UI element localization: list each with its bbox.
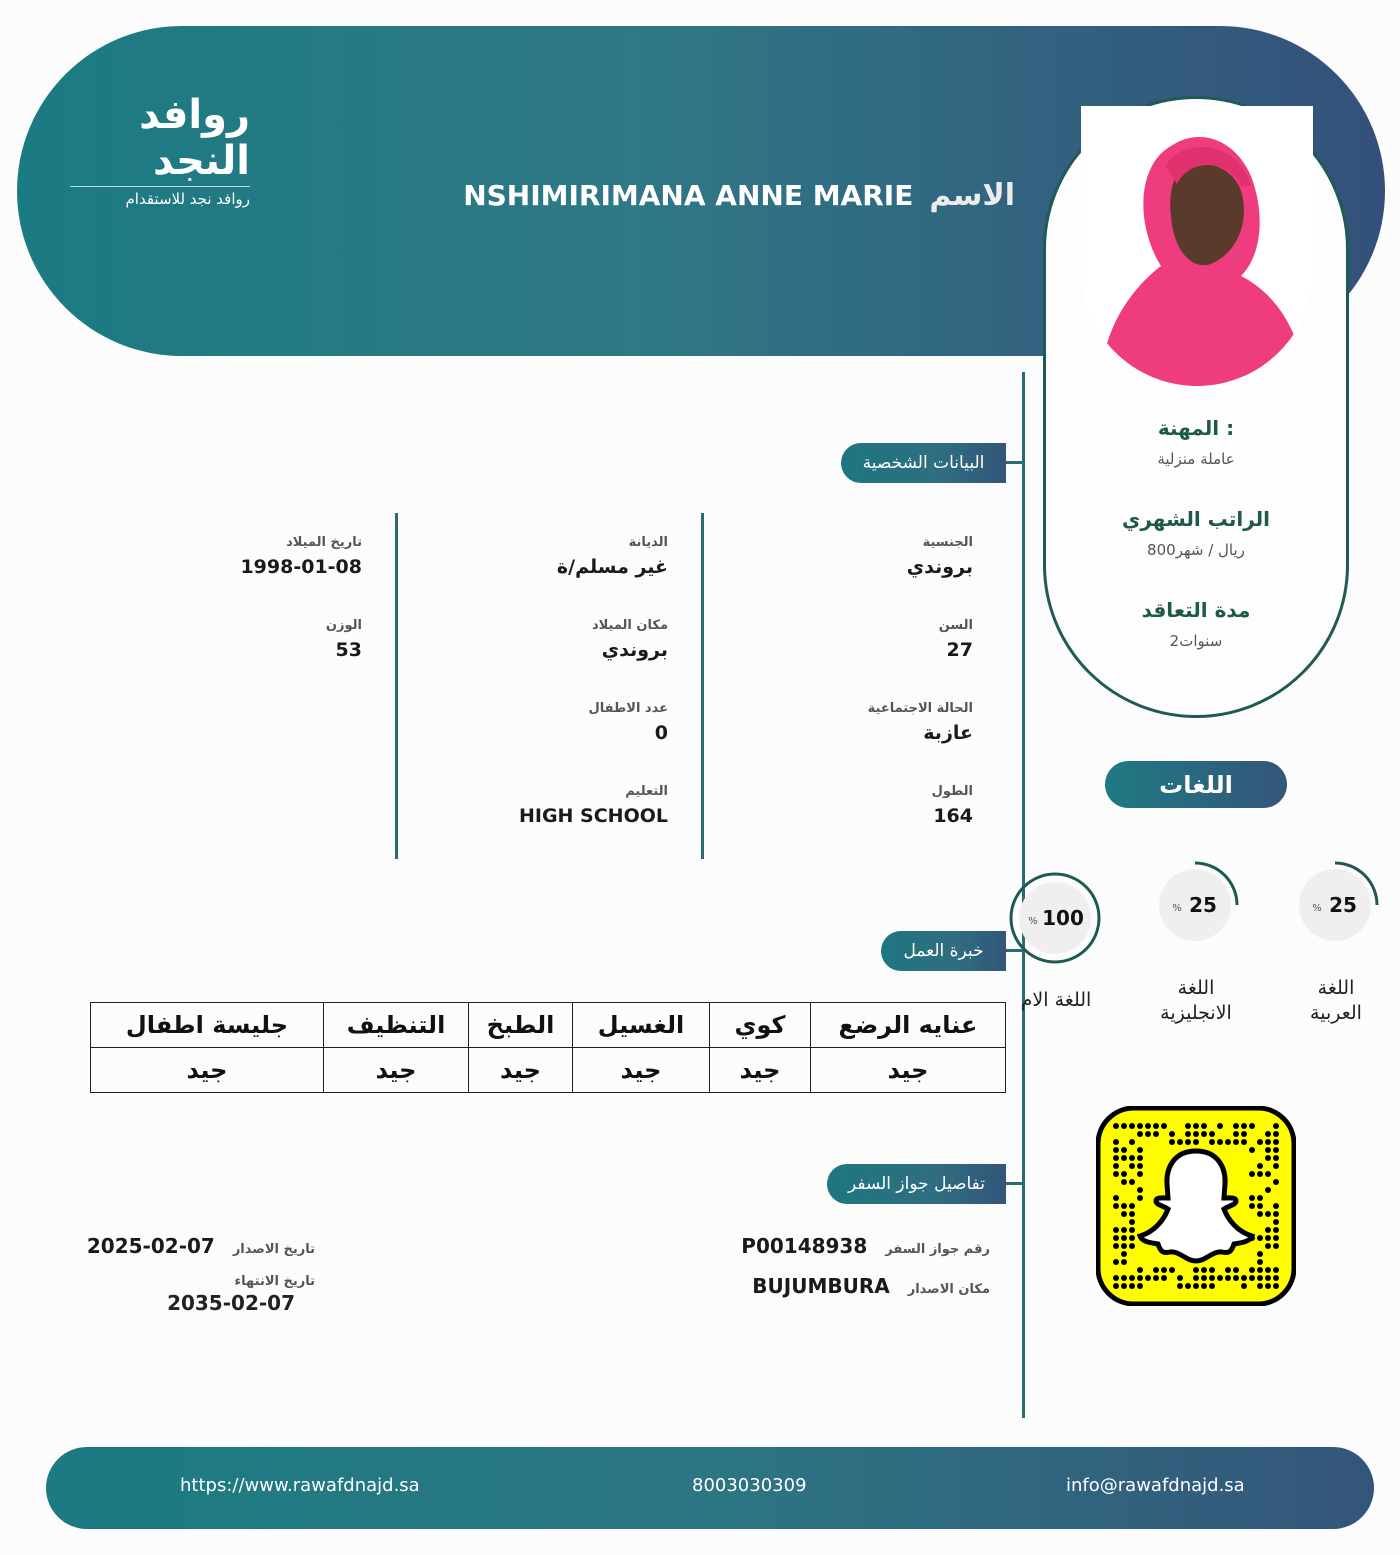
- section-experience-title: خبرة العمل: [903, 941, 984, 961]
- snapcode-dot: [1233, 1123, 1239, 1129]
- snapcode-dot: [1201, 1275, 1207, 1281]
- language-percent-value: 25: [1189, 893, 1217, 917]
- snapcode-dot: [1177, 1139, 1183, 1145]
- snapcode-dot: [1233, 1267, 1239, 1273]
- languages-title: [1105, 761, 1287, 808]
- section-tick: [1006, 461, 1023, 464]
- snapcode-dot: [1161, 1123, 1167, 1129]
- field-value: بروندي: [906, 556, 973, 578]
- snapcode-dot: [1121, 1251, 1127, 1257]
- snapcode-dot: [1129, 1203, 1135, 1209]
- field-children: [415, 701, 668, 784]
- logo-mark: روافد النجد: [139, 92, 250, 184]
- skill-header: الطبخ: [469, 1003, 573, 1048]
- snapcode-dot: [1121, 1259, 1127, 1265]
- snapcode-dot: [1177, 1275, 1183, 1281]
- passport-number-label: رقم جواز السفر: [885, 1242, 990, 1257]
- snapcode-dot: [1257, 1163, 1263, 1169]
- field-value: 27: [946, 639, 973, 661]
- snapcode-dot: [1249, 1195, 1255, 1201]
- snapcode-dot: [1193, 1139, 1199, 1145]
- snapcode-dot: [1249, 1147, 1255, 1153]
- snapcode-dot: [1129, 1235, 1135, 1241]
- snapcode-dot: [1121, 1179, 1127, 1185]
- snapcode-dot: [1129, 1219, 1135, 1225]
- snapcode-dot: [1209, 1283, 1215, 1289]
- snapcode-dot: [1153, 1123, 1159, 1129]
- snapcode-dot: [1265, 1283, 1271, 1289]
- language-percent-value: 25: [1329, 893, 1357, 917]
- field-value: 164: [933, 805, 973, 827]
- snapcode-dot: [1145, 1131, 1151, 1137]
- company-logo: [70, 92, 250, 208]
- footer-website-link[interactable]: https://www.rawafdnajd.sa: [180, 1475, 420, 1496]
- language-percent-value: 100: [1042, 906, 1084, 930]
- snapcode-dot: [1225, 1139, 1231, 1145]
- snapcode-dot: [1113, 1147, 1119, 1153]
- snapcode-dot: [1249, 1123, 1255, 1129]
- field-label: الحالة الاجتماعية: [867, 701, 973, 716]
- snapcode-dot: [1273, 1203, 1279, 1209]
- snapcode-dot: [1153, 1131, 1159, 1137]
- snapcode-dot: [1129, 1211, 1135, 1217]
- snapcode-dot: [1233, 1139, 1239, 1145]
- snapcode-dot: [1273, 1219, 1279, 1225]
- snapcode-dot: [1137, 1171, 1143, 1177]
- footer-email-link[interactable]: info@rawafdnajd.sa: [1066, 1475, 1245, 1496]
- snapcode-dot: [1257, 1195, 1263, 1201]
- snapcode-dot: [1129, 1123, 1135, 1129]
- snapcode-dot: [1257, 1211, 1263, 1217]
- snapcode-dot: [1193, 1283, 1199, 1289]
- skill-header: التنظيف: [324, 1003, 469, 1048]
- field-value: غير مسلم/ة: [556, 556, 668, 578]
- field-value: عازبة: [923, 722, 973, 744]
- snapcode-dot: [1273, 1283, 1279, 1289]
- skill-level: جيد: [469, 1048, 573, 1093]
- field-label: الجنسية: [922, 535, 973, 550]
- snapcode-dot: [1121, 1211, 1127, 1217]
- passport-place: [752, 1274, 990, 1298]
- snapcode-dot: [1209, 1139, 1215, 1145]
- snapcode-dot: [1169, 1267, 1175, 1273]
- snapcode-dot: [1249, 1267, 1255, 1273]
- snapcode-dot: [1273, 1235, 1279, 1241]
- section-tick: [1006, 1182, 1023, 1185]
- footer-bar: [46, 1447, 1374, 1529]
- snapcode-dot: [1233, 1275, 1239, 1281]
- snapcode-dot: [1257, 1267, 1263, 1273]
- skill-header: عنايه الرضع: [811, 1003, 1006, 1048]
- snapcode-dot: [1121, 1155, 1127, 1161]
- passport-place-value: BUJUMBURA: [752, 1274, 890, 1298]
- section-passport: [827, 1164, 1006, 1204]
- passport-place-label: مكان الاصدار: [907, 1282, 990, 1297]
- snapcode-dot: [1113, 1123, 1119, 1129]
- snapcode-dot: [1129, 1227, 1135, 1233]
- snapcode-dot: [1257, 1251, 1263, 1257]
- language-name-line: اللغة الام: [1020, 989, 1092, 1011]
- snapcode-dot: [1137, 1283, 1143, 1289]
- language-ring-english: [1155, 865, 1235, 945]
- snapcode-dot: [1129, 1243, 1135, 1249]
- snapcode-dot: [1249, 1275, 1255, 1281]
- skills-value-row: [91, 1048, 1006, 1093]
- snapcode-dot: [1193, 1275, 1199, 1281]
- skill-header: كوي: [710, 1003, 811, 1048]
- section-passport-title: تفاصيل جواز السفر: [847, 1174, 986, 1194]
- snapcode-dot: [1209, 1267, 1215, 1273]
- snapcode-dot: [1121, 1283, 1127, 1289]
- snapcode-dot: [1241, 1131, 1247, 1137]
- worker-photo: [1081, 106, 1313, 386]
- snapcode-dot: [1113, 1243, 1119, 1249]
- snapcode-dot: [1121, 1147, 1127, 1153]
- contract-value: 2سنوات: [1169, 632, 1223, 650]
- snapcode-dot: [1257, 1283, 1263, 1289]
- field-label: الطول: [931, 784, 973, 799]
- snapcode-dot: [1265, 1275, 1271, 1281]
- snapcode-dot: [1113, 1259, 1119, 1265]
- snapcode-dot: [1121, 1203, 1127, 1209]
- snapcode-dot: [1145, 1275, 1151, 1281]
- snapcode-dot: [1129, 1275, 1135, 1281]
- field-value: 53: [335, 639, 362, 661]
- snapcode-dot: [1257, 1139, 1263, 1145]
- occupation-block: [1046, 416, 1346, 468]
- skill-header: جليسة اطفال: [91, 1003, 324, 1048]
- field-religion: [415, 535, 668, 618]
- snapcode-dot: [1129, 1139, 1135, 1145]
- skill-level: جيد: [91, 1048, 324, 1093]
- snapcode-dot: [1121, 1227, 1127, 1233]
- salary-value: 800ريال / شهر: [1147, 541, 1245, 559]
- language-name-line: الانجليزية: [1160, 1002, 1232, 1024]
- snapcode-dot: [1193, 1131, 1199, 1137]
- occupation-value: عاملة منزلية: [1157, 450, 1235, 468]
- snapcode-dot: [1137, 1123, 1143, 1129]
- snapcode-dot: [1129, 1283, 1135, 1289]
- snapcode-dot: [1201, 1123, 1207, 1129]
- snapcode-dot: [1265, 1227, 1271, 1233]
- snapcode-dot: [1137, 1195, 1143, 1201]
- snapcode-dot: [1121, 1171, 1127, 1177]
- snapcode-dot: [1137, 1275, 1143, 1281]
- snapcode-dot: [1185, 1123, 1191, 1129]
- worker-name: NSHIMIRIMANA ANNE MARIE: [463, 179, 914, 212]
- section-personal-title: البيانات الشخصية: [862, 453, 985, 473]
- snapcode-dot: [1113, 1283, 1119, 1289]
- snapcode-dot: [1153, 1267, 1159, 1273]
- snapcode-dot: [1265, 1211, 1271, 1217]
- field-label: تاريخ الميلاد: [286, 535, 362, 550]
- language-name-line: اللغة: [1177, 977, 1215, 999]
- snapcode-dot: [1113, 1227, 1119, 1233]
- column-divider: [395, 513, 398, 859]
- languages-title-text: اللغات: [1159, 770, 1233, 799]
- snapcode-dot: [1265, 1139, 1271, 1145]
- snapcode-dot: [1241, 1123, 1247, 1129]
- snapcode-dot: [1161, 1275, 1167, 1281]
- personal-col-2: [415, 535, 668, 867]
- field-weight: [110, 618, 362, 701]
- snapcode-dot: [1153, 1275, 1159, 1281]
- photo-image: [1081, 106, 1313, 386]
- snapcode-dot: [1273, 1179, 1279, 1185]
- field-birthdate: [110, 535, 362, 618]
- snapcode-dot: [1121, 1123, 1127, 1129]
- snapcode-dot: [1233, 1131, 1239, 1137]
- snapcode-dot: [1241, 1283, 1247, 1289]
- snapcode-dot: [1265, 1187, 1271, 1193]
- salary-block: [1046, 507, 1346, 559]
- section-personal: [841, 443, 1006, 483]
- snapcode-dot: [1113, 1195, 1119, 1201]
- skills-table: [90, 1002, 1006, 1093]
- personal-col-1: [720, 535, 973, 867]
- snapcode-dot: [1273, 1139, 1279, 1145]
- snapcode-dot: [1273, 1227, 1279, 1233]
- language-name-line: اللغة: [1317, 977, 1355, 999]
- snapcode-dot: [1169, 1131, 1175, 1137]
- logo-divider: [70, 186, 250, 187]
- snapcode-dot: [1145, 1123, 1151, 1129]
- field-marital-status: [720, 701, 973, 784]
- snapcode-dot: [1129, 1155, 1135, 1161]
- field-nationality: [720, 535, 973, 618]
- snapcode-dot: [1249, 1203, 1255, 1209]
- snapcode-dot: [1113, 1235, 1119, 1241]
- skills-header-row: [91, 1003, 1006, 1048]
- snapcode-image: [1096, 1106, 1296, 1306]
- snapcode-dot: [1113, 1155, 1119, 1161]
- snapcode-dot: [1217, 1139, 1223, 1145]
- snapcode-dot: [1177, 1283, 1183, 1289]
- snapcode-dot: [1265, 1235, 1271, 1241]
- language-ring-svg: [998, 861, 1112, 975]
- snapcode-dot: [1209, 1131, 1215, 1137]
- field-label: السن: [938, 618, 973, 633]
- snapcode-dot: [1137, 1187, 1143, 1193]
- name-label: الاسم: [929, 178, 1015, 213]
- language-percent-sign: %: [1312, 903, 1322, 914]
- snapcode-dot: [1273, 1211, 1279, 1217]
- snapcode-dot: [1185, 1131, 1191, 1137]
- snapcode-dot: [1265, 1171, 1271, 1177]
- snapcode-dot: [1193, 1123, 1199, 1129]
- footer-phone[interactable]: 8003030309: [692, 1475, 807, 1496]
- snapcode-dot: [1121, 1235, 1127, 1241]
- issue-date-label: تاريخ الاصدار: [232, 1242, 315, 1257]
- snapcode-dot: [1217, 1275, 1223, 1281]
- snapcode-dot: [1265, 1155, 1271, 1161]
- field-label: الديانة: [628, 535, 668, 550]
- snapcode-dot: [1257, 1259, 1263, 1265]
- passport-number: [741, 1234, 990, 1258]
- snapcode-dot: [1273, 1123, 1279, 1129]
- language-ring-svg: [1146, 856, 1244, 954]
- name-row: [463, 178, 1015, 213]
- field-education: [415, 784, 668, 867]
- snapcode-dot: [1129, 1163, 1135, 1169]
- snapcode-dot: [1273, 1275, 1279, 1281]
- language-name-english: [1140, 976, 1252, 1026]
- snapcode-dot: [1273, 1147, 1279, 1153]
- snapcode-dot: [1265, 1243, 1271, 1249]
- snapcode-dot: [1257, 1171, 1263, 1177]
- passport-number-value: P00148938: [741, 1234, 868, 1258]
- field-height: [720, 784, 973, 867]
- field-value: بروندي: [601, 639, 668, 661]
- snapcode-dot: [1113, 1275, 1119, 1281]
- snapcode-dot: [1241, 1275, 1247, 1281]
- snapcode-dot: [1241, 1139, 1247, 1145]
- language-name-arabic: [1286, 976, 1386, 1026]
- field-label: التعليم: [625, 784, 668, 799]
- snapcode-dot: [1201, 1131, 1207, 1137]
- column-divider: [701, 513, 704, 859]
- skill-level: جيد: [811, 1048, 1006, 1093]
- contract-block: [1046, 598, 1346, 650]
- salary-label: الراتب الشهري: [1122, 507, 1270, 531]
- passport-expiry-date: [167, 1274, 315, 1315]
- snapcode-dot: [1273, 1155, 1279, 1161]
- snapcode-dot: [1225, 1275, 1231, 1281]
- skill-level: جيد: [573, 1048, 710, 1093]
- snapcode-dot: [1113, 1139, 1119, 1145]
- snapcode-dot: [1137, 1155, 1143, 1161]
- snapcode-dot: [1113, 1203, 1119, 1209]
- snapcode-dot: [1265, 1267, 1271, 1273]
- field-value: 0: [654, 722, 668, 744]
- language-percent-sign: %: [1028, 916, 1038, 927]
- snapcode-dot: [1257, 1275, 1263, 1281]
- skill-level: جيد: [324, 1048, 469, 1093]
- field-birthplace: [415, 618, 668, 701]
- snapcode-dot: [1137, 1163, 1143, 1169]
- snapcode-dot: [1113, 1163, 1119, 1169]
- snapcode-qr[interactable]: [1096, 1106, 1296, 1306]
- language-name-mother: [1005, 988, 1107, 1013]
- snapcode-dot: [1273, 1243, 1279, 1249]
- snapcode-dot: [1137, 1131, 1143, 1137]
- snapcode-dot: [1193, 1267, 1199, 1273]
- section-experience: [881, 931, 1006, 971]
- issue-date-value: 2025-02-07: [86, 1234, 215, 1258]
- logo-subtitle: روافد نجد للاستقدام: [125, 190, 250, 208]
- snapcode-dot: [1185, 1139, 1191, 1145]
- snapcode-dot: [1265, 1131, 1271, 1137]
- snapcode-dot: [1129, 1179, 1135, 1185]
- snapcode-dot: [1249, 1171, 1255, 1177]
- snapcode-dot: [1121, 1275, 1127, 1281]
- occupation-label: المهنة :: [1157, 416, 1235, 440]
- language-ring-svg: [1286, 856, 1384, 954]
- language-ring-arabic: [1295, 865, 1375, 945]
- snapcode-dot: [1225, 1267, 1231, 1273]
- personal-col-3: [110, 535, 362, 701]
- snapcode-dot: [1273, 1163, 1279, 1169]
- expiry-date-label: تاريخ الانتهاء: [234, 1274, 315, 1289]
- language-name-line: العربية: [1310, 1002, 1362, 1024]
- expiry-date-value: 2035-02-07: [167, 1291, 295, 1315]
- snapcode-dot: [1113, 1171, 1119, 1177]
- snapcode-dot: [1273, 1131, 1279, 1137]
- snapcode-dot: [1217, 1123, 1223, 1129]
- snapcode-dot: [1273, 1267, 1279, 1273]
- skill-level: جيد: [710, 1048, 811, 1093]
- snapcode-dot: [1201, 1267, 1207, 1273]
- section-tick: [1006, 949, 1023, 952]
- snapcode-dot: [1201, 1283, 1207, 1289]
- field-label: الوزن: [325, 618, 362, 633]
- snapcode-dot: [1265, 1147, 1271, 1153]
- field-value: 1998-01-08: [240, 556, 362, 578]
- snapcode-dot: [1169, 1139, 1175, 1145]
- snapcode-dot: [1257, 1203, 1263, 1209]
- field-label: عدد الاطفال: [588, 701, 668, 716]
- snapcode-dot: [1257, 1235, 1263, 1241]
- snapcode-dot: [1137, 1267, 1143, 1273]
- skill-header: الغسيل: [573, 1003, 710, 1048]
- snapcode-dot: [1121, 1243, 1127, 1249]
- snapcode-dot: [1209, 1275, 1215, 1281]
- passport-issue-date: [87, 1234, 315, 1258]
- field-label: مكان الميلاد: [591, 618, 668, 633]
- field-age: [720, 618, 973, 701]
- snapcode-dot: [1185, 1283, 1191, 1289]
- contract-label: مدة التعاقد: [1141, 598, 1251, 622]
- snapcode-dot: [1137, 1147, 1143, 1153]
- field-value: HIGH SCHOOL: [518, 805, 668, 827]
- snapcode-dot: [1161, 1267, 1167, 1273]
- language-percent-sign: %: [1172, 903, 1182, 914]
